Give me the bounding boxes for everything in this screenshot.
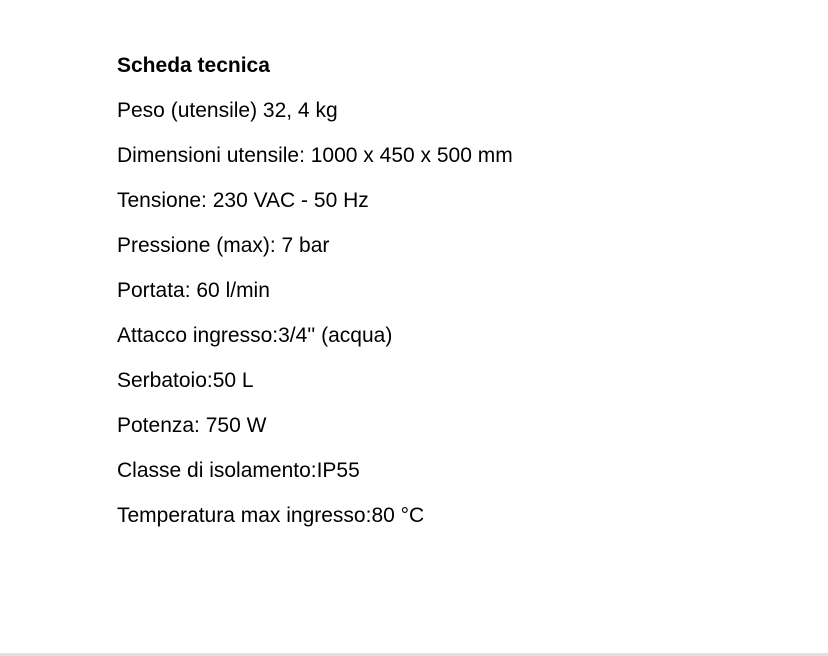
spec-voltage: Tensione: 230 VAC - 50 Hz bbox=[117, 189, 369, 212]
spec-list bbox=[117, 97, 817, 530]
spec-power: Potenza: 750 W bbox=[117, 414, 267, 437]
spec-weight: Peso (utensile) 32, 4 kg bbox=[117, 99, 338, 122]
spec-dimensions: Dimensioni utensile: 1000 x 450 x 500 mm bbox=[117, 144, 513, 167]
spec-max-inlet-temperature: Temperatura max ingresso:80 °C bbox=[117, 504, 425, 527]
sheet-title: Scheda tecnica bbox=[117, 54, 270, 77]
spec-tank: Serbatoio:50 L bbox=[117, 369, 254, 392]
spec-inlet-connection: Attacco ingresso:3/4'' (acqua) bbox=[117, 324, 393, 347]
spec-flow-rate: Portata: 60 l/min bbox=[117, 279, 270, 302]
technical-sheet bbox=[117, 52, 817, 547]
spec-pressure: Pressione (max): 7 bar bbox=[117, 234, 330, 257]
spec-insulation-class: Classe di isolamento:IP55 bbox=[117, 459, 360, 482]
